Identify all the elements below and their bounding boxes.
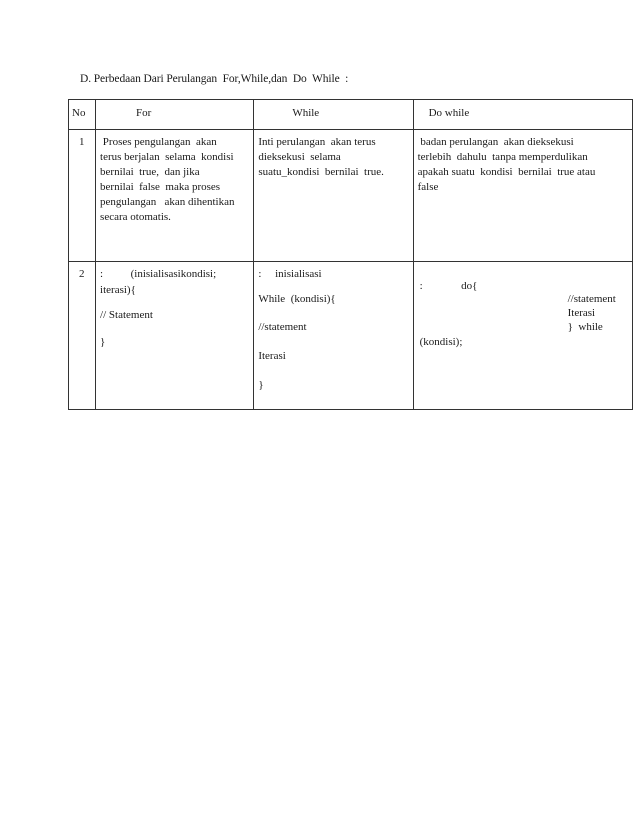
do-while-syntax-line: //statement — [567, 293, 616, 306]
do-while-syntax-line: } while — [567, 321, 603, 334]
row1-do-while-text: badan perulangan akan dieksekusi terlebih dahulu tanpa memperdulikan apakah suatu kondisi bernilai true atau false — [417, 135, 596, 193]
header-while-label: While — [292, 107, 320, 119]
header-cell-for — [96, 100, 254, 130]
while-syntax-line: //statement — [258, 321, 307, 334]
table-header-row — [69, 100, 633, 130]
for-syntax-line: } — [100, 336, 106, 349]
header-cell-no — [69, 100, 96, 130]
do-while-syntax-line: (kondisi); — [419, 336, 463, 349]
do-while-syntax-line: : do{ — [419, 280, 478, 293]
header-do-while-label: Do while — [428, 107, 470, 119]
row1-for-text: Proses pengulangan akan terus berjalan selama kondisi bernilai true, dan jika bernilai false maka proses pengulangan akan dihentikan secara otomatis. — [100, 135, 235, 223]
row2-no-cell — [69, 262, 96, 410]
for-syntax-line: // Statement — [100, 309, 153, 322]
header-for-label: For — [136, 107, 152, 119]
table-row — [69, 262, 633, 410]
row1-number: 1 — [79, 135, 85, 148]
while-syntax-line: } — [258, 379, 264, 392]
for-syntax-line: : (inisialisasikondisi; — [100, 268, 217, 281]
header-cell-do-while — [413, 100, 632, 130]
row1-do-while-cell — [413, 129, 632, 262]
row1-no-cell — [69, 129, 96, 262]
comparison-table — [68, 99, 633, 410]
row2-number: 2 — [79, 268, 85, 281]
row2-while-cell — [254, 262, 413, 410]
row1-while-cell — [254, 129, 413, 262]
while-syntax-line: : inisialisasi — [258, 268, 322, 281]
row1-for-cell — [96, 129, 254, 262]
row2-for-cell — [96, 262, 254, 410]
for-syntax-line: iterasi){ — [100, 284, 136, 297]
table-row — [69, 129, 633, 262]
row2-do-while-cell — [413, 262, 632, 410]
section-heading: D. Perbedaan Dari Perulangan For,While,dan Do While : — [80, 73, 349, 85]
do-while-syntax-line: Iterasi — [567, 307, 596, 320]
row1-while-text: Inti perulangan akan terus dieksekusi selama suatu_kondisi bernilai true. — [258, 135, 384, 178]
while-syntax-line: While (kondisi){ — [258, 293, 336, 306]
header-cell-while — [254, 100, 413, 130]
header-no-label: No — [72, 107, 86, 119]
while-syntax-line: Iterasi — [258, 350, 286, 363]
